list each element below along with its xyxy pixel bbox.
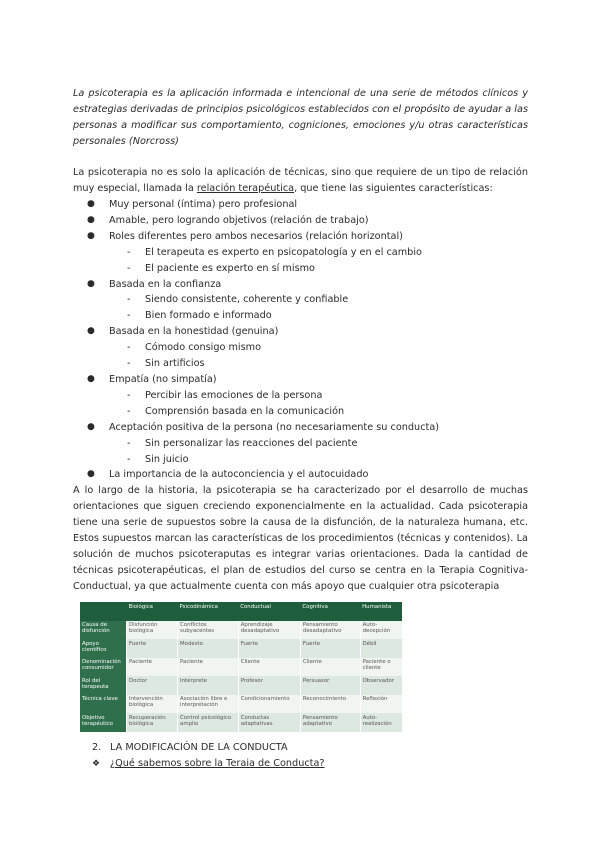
dash-icon: - [127, 262, 131, 274]
relation-paragraph-end: , que tiene las siguientes características: [294, 183, 493, 194]
list-item-text: Aceptación positiva de la persona (no necesariamente su conducta) [109, 421, 440, 433]
table-cell: Aprendizaje desadaptativo [238, 621, 300, 640]
table-header-cell: Biológica [127, 602, 178, 621]
bullet-icon: ● [87, 199, 95, 209]
table-row [80, 639, 402, 658]
sub-list-item [109, 388, 528, 404]
dash-icon: - [127, 453, 131, 465]
sub-list-item-text: Sin artificios [145, 358, 205, 370]
table-cell: Conflictos subyacentes [178, 621, 239, 640]
table-cell: Control psicológico amplio [178, 713, 239, 732]
subheading [92, 757, 325, 771]
subheading-link[interactable]: ¿Qué sabemos sobre la Teraia de Conducta? [110, 758, 325, 769]
table-row-header: Rol del terapeuta [80, 676, 127, 695]
table-cell: Reconocimiento [300, 695, 360, 714]
list-item [73, 324, 528, 372]
table-cell: Asociación libre e interpretación [178, 695, 239, 714]
relation-paragraph-start: La psicoterapia no es solo la aplicación de técnicas, sino que requiere de un tipo de relación muy especial, llamada la [73, 167, 528, 194]
sub-list-item [109, 452, 528, 468]
bullet-icon: ● [87, 326, 95, 337]
history-paragraph: A lo largo de la historia, la psicoterapia se ha caracterizado por el desarrollo de muchas orientaciones que siguen creciendo exponencialmente en la actualidad. Cada psicoterapia tiene una serie de supuestos sobre la causa de la disfunción, de la naturaleza humana, etc. Estos supuestos marcan las características de los procedimientos (técnicas y contenidos). La solución de muchos psicoteraputas es integrar varias orientaciones. Dada la cantidad de técnicas psicoterapéuticas, el plan de estudios del curso se centra en la Terapia Cognitiva-Conductual, ya que actualmente cuenta con más apoyo que cualquier otra psicoterapia [73, 485, 528, 593]
table-cell: Modesto [178, 639, 239, 658]
dash-icon: - [127, 389, 131, 401]
table-cell: Débil [360, 639, 402, 658]
section-heading [92, 741, 288, 755]
bullet-icon: ● [87, 469, 95, 480]
therapeutic-relation-link: relación terapéutica [196, 183, 295, 194]
document-body [73, 86, 528, 595]
list-item [73, 467, 528, 483]
table-cell: Paciente [178, 658, 239, 677]
table-row-header: Objetivo terapéutico [80, 713, 127, 732]
bullet-icon: ● [87, 230, 95, 241]
bullet-icon: ● [87, 421, 95, 432]
table-row-header: Apoyo científico [80, 639, 127, 658]
table-cell: Profesor [238, 676, 300, 695]
list-item [73, 420, 528, 468]
orientations-table [80, 602, 402, 732]
sub-list-item [109, 436, 528, 452]
sub-list [109, 436, 528, 468]
dash-icon: - [127, 437, 131, 449]
list-item-text: Amable, pero logrando objetivos (relación de trabajo) [109, 214, 369, 226]
section-number: 2. [92, 742, 102, 753]
list-item [73, 197, 528, 213]
table-cell: Auto-realización [360, 713, 402, 732]
list-item [73, 213, 528, 229]
table-cell: Auto-decepción [360, 621, 402, 640]
table-row [80, 713, 402, 732]
bullet-icon: ● [87, 214, 95, 225]
sub-list-item-text: Cómodo consigo mismo [145, 342, 262, 354]
dash-icon: - [127, 294, 131, 306]
table-row-header: Denominación consumidor [80, 658, 127, 677]
table-cell: Reflexión [360, 695, 402, 714]
sub-list-item-text: Bien formado e informado [145, 310, 272, 322]
table-row [80, 695, 402, 714]
characteristics-list [73, 197, 528, 483]
sub-list [109, 340, 528, 372]
sub-list-item-text: Percibir las emociones de la persona [145, 389, 323, 401]
table-header-cell: Cognitiva [300, 602, 360, 621]
table-cell: Recuperación biológica [127, 713, 178, 732]
intro-quote: La psicoterapia es la aplicación informada e intencional de una serie de métodos clínicos y estrategias derivadas de principios psicológicos establecidos con el propósito de ayudar a las personas a modificar sus comportamiento, cogniciones, emociones y/u otras características personales (Norcross) [73, 88, 528, 147]
table-header-cell: Conductual [238, 602, 300, 621]
sub-list-item [109, 404, 528, 420]
sub-list-item [109, 292, 528, 308]
sub-list-item-text: El paciente es experto en sí mismo [145, 262, 315, 274]
sub-list [109, 245, 528, 277]
sub-list-item-text: Sin personalizar las reacciones del paciente [145, 437, 358, 449]
table-header-cell: Humanista [360, 602, 402, 621]
sub-list-item [109, 340, 528, 356]
table-cell: Observador [360, 676, 402, 695]
sub-list-item [109, 245, 528, 261]
list-item-text: Muy personal (íntima) pero profesional [109, 199, 298, 210]
table-header-row [80, 602, 402, 621]
relation-paragraph [73, 165, 528, 197]
table-cell: Pensamiento adaptativo [300, 713, 360, 732]
list-item-text: Basada en la confianza [109, 278, 222, 290]
sub-list-item-text: Comprensión basada en la comunicación [145, 405, 345, 417]
sub-list [109, 292, 528, 324]
table-header-cell: Psicodinámica [178, 602, 239, 621]
table-cell: Paciente [127, 658, 178, 677]
sub-list-item-text: El terapeuta es experto en psicopatología y en el cambio [145, 246, 422, 258]
list-item-text: Empatía (no simpatía) [109, 373, 217, 385]
bullet-icon: ● [87, 373, 95, 384]
table-cell: Fuerte [238, 639, 300, 658]
table-cell: Intérprete [178, 676, 239, 695]
dash-icon: - [127, 358, 131, 370]
table-row-header: Técnica clave [80, 695, 127, 714]
sub-list-item-text: Sin juicio [145, 453, 189, 465]
table-header-cell [80, 602, 127, 621]
list-item-text: Basada en la honestidad (genuina) [109, 326, 279, 338]
sub-list-item [109, 308, 528, 324]
sub-list-item [109, 356, 528, 372]
table-cell: Cliente [300, 658, 360, 677]
table-cell: Pensamiento desadaptativo [300, 621, 360, 640]
sub-list [109, 388, 528, 420]
list-item-text: Roles diferentes pero ambos necesarios (relación horizontal) [109, 230, 403, 242]
table-row [80, 621, 402, 640]
table-cell: Paciente o cliente [360, 658, 402, 677]
sub-list-item-text: Siendo consistente, coherente y confiable [145, 294, 349, 306]
bullet-icon: ● [87, 278, 95, 289]
diamond-bullet-icon: ❖ [92, 759, 101, 769]
dash-icon: - [127, 310, 131, 322]
table-cell: Condicionamiento [238, 695, 300, 714]
table-row [80, 658, 402, 677]
list-item [73, 372, 528, 420]
table-cell: Disfunción biológica [127, 621, 178, 640]
sub-list-item [109, 261, 528, 277]
dash-icon: - [127, 342, 131, 354]
list-item-text: La importancia de la autoconciencia y el autocuidado [109, 469, 369, 481]
table-cell: Conductas adaptativas [238, 713, 300, 732]
table-row [80, 676, 402, 695]
table-cell: Intervención biológica [127, 695, 178, 714]
table-cell: Fuerte [300, 639, 360, 658]
table-cell: Cliente [238, 658, 300, 677]
dash-icon: - [127, 246, 131, 258]
table-row-header: Causa de disfunción [80, 621, 127, 640]
table-cell: Doctor [127, 676, 178, 695]
list-item [73, 277, 528, 325]
table-cell: Fuerte [127, 639, 178, 658]
section-title: LA MODIFICACIÓN DE LA CONDUCTA [110, 742, 288, 753]
dash-icon: - [127, 405, 131, 417]
table-cell: Persuasor [300, 676, 360, 695]
list-item [73, 229, 528, 277]
